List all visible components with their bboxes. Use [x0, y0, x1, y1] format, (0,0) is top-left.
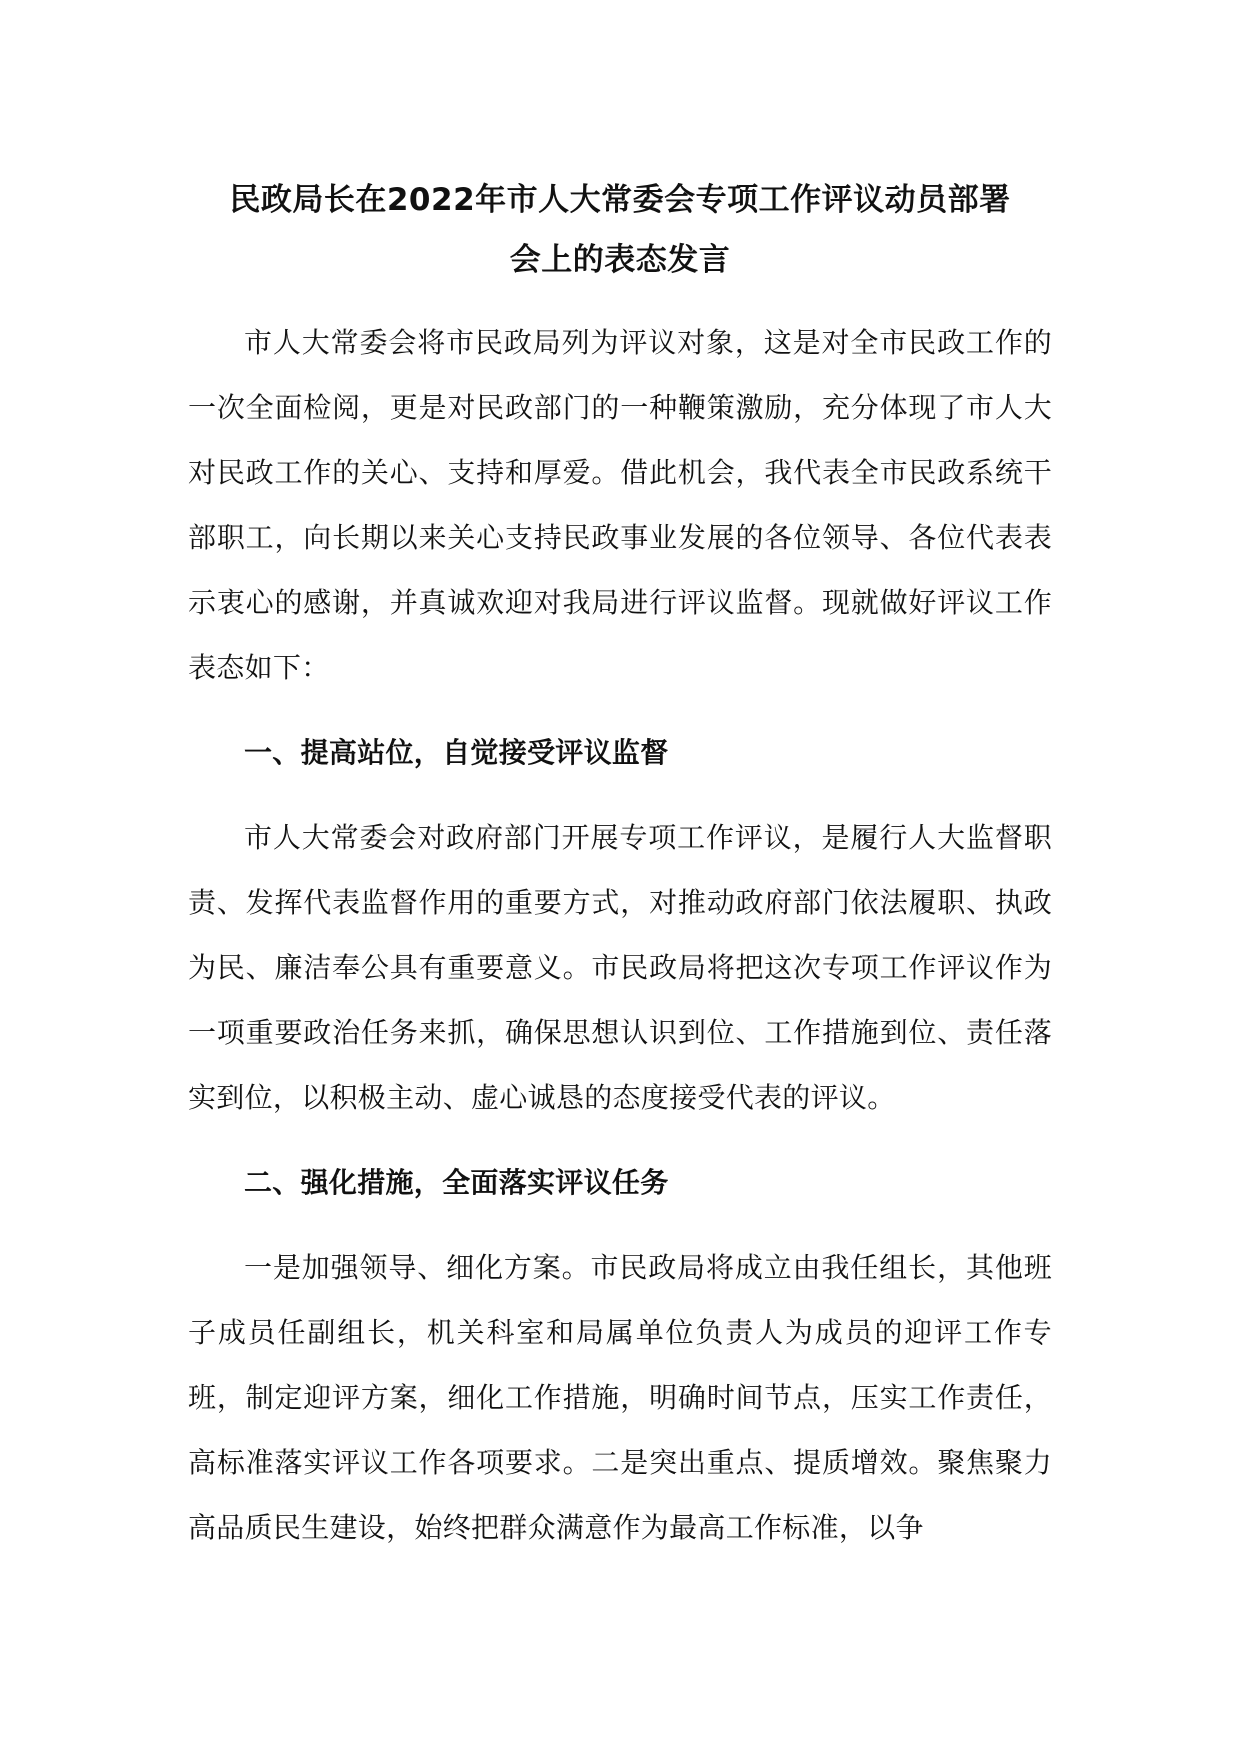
section-1-paragraph: 市人大常委会对政府部门开展专项工作评议，是履行人大监督职责、发挥代表监督作用的重要方式，对推动政府部门依法履职、执政为民、廉洁奉公具有重要意义。市民政局将把这次专项工作评议作为一项重要政治任务来抓，确保思想认识到位、工作措施到位、责任落实到位，以积极主动、虚心诚恳的态度接受代表的评议。	[188, 821, 1052, 1114]
document-title	[188, 170, 1052, 290]
section-heading-1: 一、提高站位，自觉接受评议监督	[244, 736, 669, 769]
document-body	[188, 170, 1052, 1560]
title-line-1: 民政局长在2022年市人大常委会专项工作评议动员部署	[229, 182, 1011, 218]
title-line-2: 会上的表态发言	[509, 242, 731, 278]
section-heading-2: 二、强化措施，全面落实评议任务	[244, 1166, 669, 1199]
section-2-paragraph: 一是加强领导、细化方案。市民政局将成立由我任组长，其他班子成员任副组长，机关科室和局属单位负责人为成员的迎评工作专班，制定迎评方案，细化工作措施，明确时间节点，压实工作责任，高标准落实评议工作各项要求。二是突出重点、提质增效。聚焦聚力高品质民生建设，始终把群众满意作为最高工作标准，以争	[188, 1251, 1052, 1544]
intro-paragraph: 市人大常委会将市民政局列为评议对象，这是对全市民政工作的一次全面检阅，更是对民政部门的一种鞭策激励，充分体现了市人大对民政工作的关心、支持和厚爱。借此机会，我代表全市民政系统干部职工，向长期以来关心支持民政事业发展的各位领导、各位代表表示衷心的感谢，并真诚欢迎对我局进行评议监督。现就做好评议工作表态如下：	[188, 326, 1052, 684]
